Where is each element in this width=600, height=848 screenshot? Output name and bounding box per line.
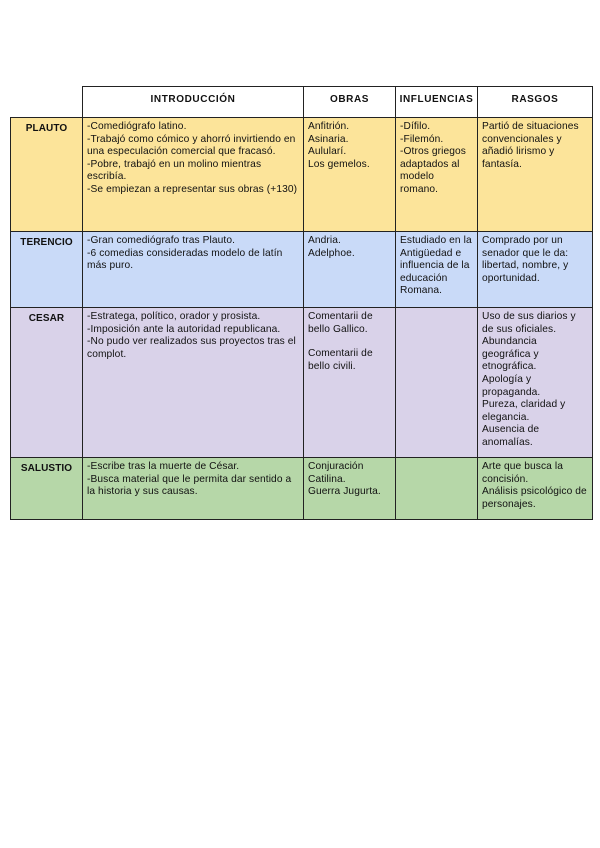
cell-line: Partió de situaciones convencionales y añadió lirismo y fantasía. <box>482 121 582 170</box>
cell-line: -Comediógrafo latino. <box>87 121 187 132</box>
cell-line: -No pudo ver realizados sus proyectos tras el complot. <box>87 336 299 360</box>
obras-cell <box>304 308 396 458</box>
intro-cell <box>83 308 304 458</box>
cell-line: Asinaria. <box>308 133 349 145</box>
cell-line: Arte que busca la concisión. <box>482 461 566 485</box>
cell-line: -Pobre, trabajó en un molino mientras escribía. <box>87 158 265 183</box>
intro-cell <box>83 232 304 308</box>
cell-line: Anfitrión. <box>308 121 350 132</box>
row-terencio <box>11 232 593 308</box>
intro-cell <box>83 458 304 520</box>
cell-line: Abundancia geográfica y etnográfica. <box>482 336 542 373</box>
authors-table <box>10 86 593 520</box>
cell-line: Pureza, claridad y elegancia. <box>482 399 569 423</box>
cell-line: Análisis psicológico de personajes. <box>482 486 590 510</box>
cell-line: -Trabajó como cómico y ahorró invirtiendo en una especulación comercial que fracasó. <box>87 133 299 158</box>
author-cell: SALUSTIO <box>11 458 83 520</box>
cell-line: Apología y propaganda. <box>482 373 541 398</box>
cell-line: Ausencia de anomalías. <box>482 424 543 448</box>
author-cell: TERENCIO <box>11 232 83 308</box>
corner-cell <box>11 87 83 118</box>
cell-line: -Se empiezan a representar sus obras (+130) <box>87 183 298 195</box>
cell-line: -Gran comediógrafo tras Plauto. <box>87 235 236 246</box>
obras-cell <box>304 118 396 232</box>
header-introduccion: INTRODUCCIÓN <box>83 87 304 118</box>
cell-line: Guerra Jugurta. <box>308 486 381 498</box>
header-influencias: INFLUENCIAS <box>396 87 478 118</box>
cell-line: Estudiado en la Antigüedad e influencia de la educación Romana. <box>400 235 475 297</box>
rasgos-cell <box>478 308 593 458</box>
line-gap <box>308 336 391 348</box>
author-cell: PLAUTO <box>11 118 83 232</box>
cell-line: -Otros griegos adaptados al modelo romano. <box>400 146 469 195</box>
header-obras: OBRAS <box>304 87 396 118</box>
influencias-cell <box>396 232 478 308</box>
cell-line: Aulularí. <box>308 146 347 158</box>
cell-line: -Escribe tras la muerte de César. <box>87 461 240 472</box>
cell-line: Adelphoe. <box>308 247 355 259</box>
row-plauto <box>11 118 593 232</box>
cell-line: Comentarii de bello civili. <box>308 348 376 372</box>
cell-line: Los gemelos. <box>308 158 370 170</box>
row-cesar <box>11 308 593 458</box>
author-cell: CESAR <box>11 308 83 458</box>
row-salustio <box>11 458 593 520</box>
cell-line: -Imposición ante la autoridad republicana. <box>87 323 281 335</box>
obras-cell <box>304 458 396 520</box>
rasgos-cell <box>478 232 593 308</box>
influencias-cell <box>396 308 478 458</box>
cell-line: Conjuración Catilina. <box>308 461 367 485</box>
cell-line: -6 comedias consideradas modelo de latín más puro. <box>87 247 286 272</box>
intro-cell <box>83 118 304 232</box>
influencias-cell <box>396 458 478 520</box>
obras-cell <box>304 232 396 308</box>
influencias-cell <box>396 118 478 232</box>
cell-line: -Dífilo. <box>400 121 431 132</box>
cell-line: Comentarii de bello Gallico. <box>308 311 376 335</box>
header-row <box>11 87 593 118</box>
cell-line: -Estratega, político, orador y prosista. <box>87 311 261 322</box>
rasgos-cell <box>478 118 593 232</box>
cell-line: -Filemón. <box>400 133 444 145</box>
rasgos-cell <box>478 458 593 520</box>
header-rasgos: RASGOS <box>478 87 593 118</box>
cell-line: -Busca material que le permita dar sentido a la historia y sus causas. <box>87 473 295 498</box>
cell-line: Uso de sus diarios y de sus oficiales. <box>482 311 579 335</box>
cell-line: Andria. <box>308 235 341 246</box>
cell-line: Comprado por un senador que le da: libertad, nombre, y oportunidad. <box>482 235 572 284</box>
